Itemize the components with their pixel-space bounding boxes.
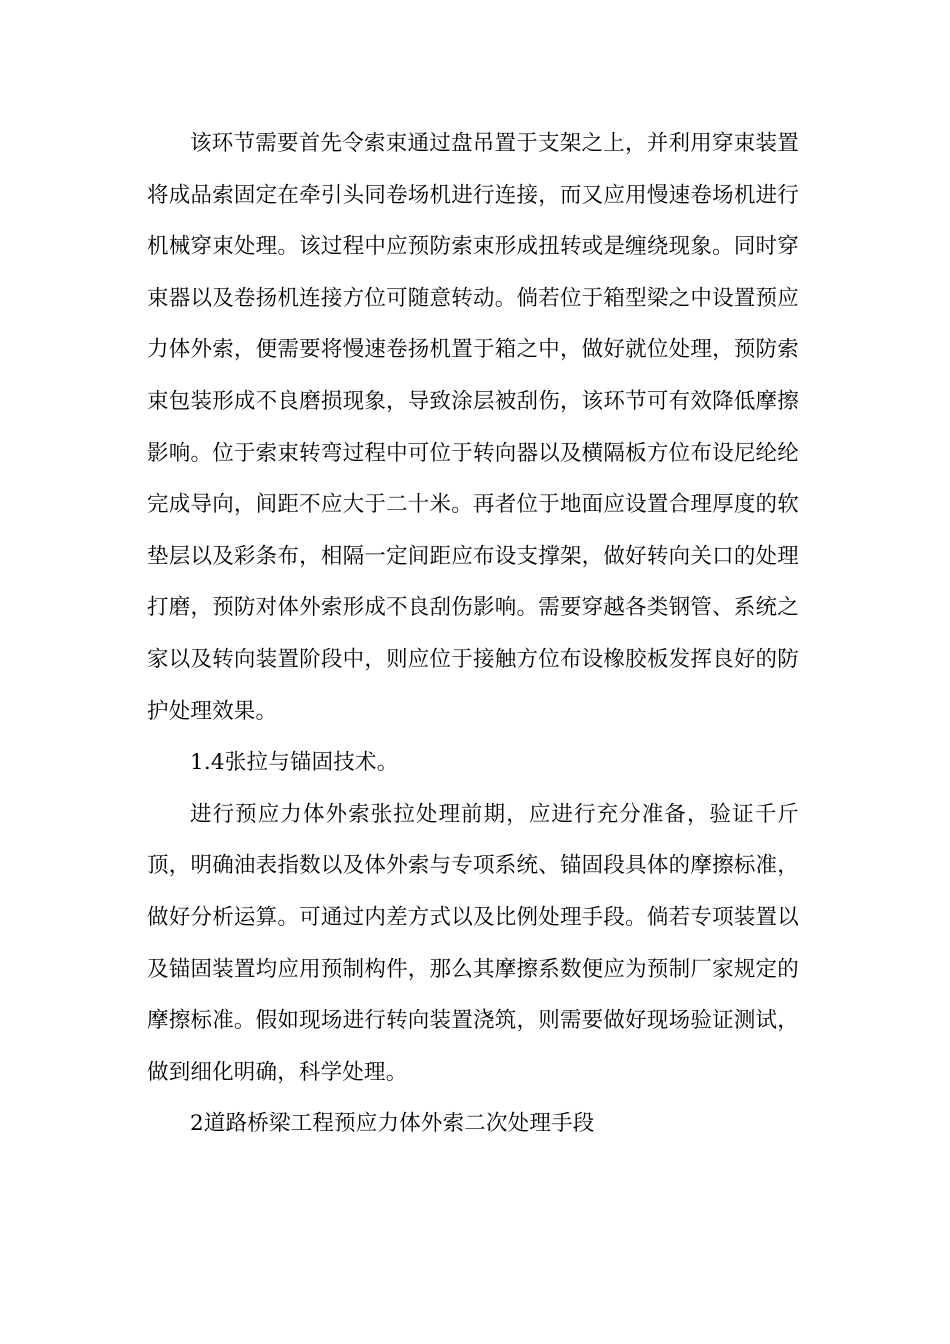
section-heading-tensioning-anchoring: 1.4张拉与锚固技术。: [190, 750, 399, 776]
document-body: [147, 118, 799, 1150]
section-heading-secondary-treatment: 2道路桥梁工程预应力体外索二次处理手段: [190, 1111, 595, 1137]
paragraph-tensioning-preparation: 进行预应力体外索张拉处理前期，应进行充分准备，验证千斤顶，明确油表指数以及体外索与专项系统、锚固段具体的摩擦标准，做好分析运算。可通过内差方式以及比例处理手段。倘若专项装置以及锚固装置均应用预制构件，那么其摩擦系数便应为预制厂家规定的摩擦标准。假如现场进行转向装置浇筑，则需要做好现场验证测试，做到细化明确，科学处理。: [147, 801, 799, 1085]
paragraph-threading-process: 该环节需要首先令索束通过盘吊置于支架之上，并利用穿束装置将成品索固定在牵引头同卷场机进行连接，而又应用慢速卷场机进行机械穿束处理。该过程中应预防索束形成扭转或是缠绕现象。同时穿束器以及卷扬机连接方位可随意转动。倘若位于箱型梁之中设置预应力体外索，便需要将慢速卷扬机置于箱之中，做好就位处理，预防索束包装形成不良磨损现象，导致涂层被刮伤，该环节可有效降低摩擦影响。位于索束转弯过程中可位于转向器以及横隔板方位布设尼纶纶完成导向，间距不应大于二十米。再者位于地面应设置合理厚度的软垫层以及彩条布，相隔一定间距应布设支撑架，做好转向关口的处理打磨，预防对体外索形成不良刮伤影响。需要穿越各类钢管、系统之家以及转向装置阶段中，则应位于接触方位布设橡胶板发挥良好的防护处理效果。: [147, 131, 799, 724]
